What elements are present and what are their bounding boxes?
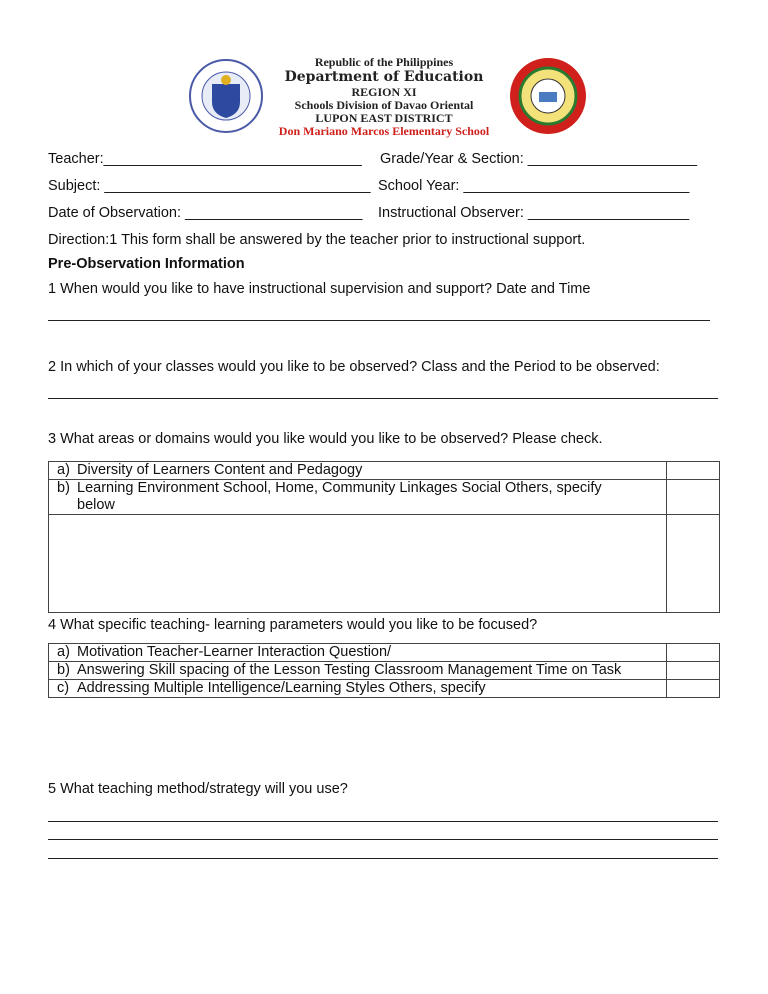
item-letter: b) bbox=[57, 480, 70, 496]
answer-line-5c[interactable] bbox=[48, 858, 718, 859]
question-2: 2 In which of your classes would you like to be observed? Class and the Period to be observed: bbox=[48, 359, 660, 375]
table-row bbox=[49, 680, 720, 698]
domains-table bbox=[48, 461, 720, 613]
header-school-name: Don Mariano Marcos Elementary School bbox=[278, 124, 490, 138]
item-text: Diversity of Learners Content and Pedagogy bbox=[77, 462, 363, 478]
subject-field[interactable]: Subject: _________________________________ bbox=[48, 178, 371, 194]
checkbox-cell[interactable] bbox=[667, 644, 720, 662]
checkbox-cell[interactable] bbox=[667, 462, 720, 480]
instructional-observer-field[interactable]: Instructional Observer: ____________________ bbox=[378, 205, 690, 221]
grade-section-field[interactable]: Grade/Year & Section: _____________________ bbox=[380, 151, 698, 167]
header-division: Schools Division of Davao Oriental bbox=[294, 98, 474, 112]
answer-line-2[interactable] bbox=[48, 398, 718, 399]
header-region: REGION XI bbox=[351, 85, 417, 99]
checkbox-cell[interactable] bbox=[667, 515, 720, 613]
item-text: Addressing Multiple Intelligence/Learning Styles Others, specify bbox=[77, 680, 486, 696]
teacher-field[interactable]: Teacher:________________________________ bbox=[48, 151, 362, 167]
item-letter: b) bbox=[57, 662, 70, 678]
question-1: 1 When would you like to have instructional supervision and support? Date and Time bbox=[48, 281, 591, 297]
table-row bbox=[49, 662, 720, 680]
specify-area[interactable] bbox=[49, 515, 667, 613]
checkbox-cell[interactable] bbox=[667, 662, 720, 680]
parameters-table bbox=[48, 643, 720, 698]
item-letter: c) bbox=[57, 680, 70, 696]
checkbox-cell[interactable] bbox=[667, 680, 720, 698]
item-letter: a) bbox=[57, 462, 70, 478]
item-text: Learning Environment School, Home, Community Linkages Social Others, specify below bbox=[77, 480, 602, 513]
header-republic: Republic of the Philippines bbox=[314, 55, 454, 69]
answer-line-5a[interactable] bbox=[48, 821, 718, 822]
item-text: Motivation Teacher-Learner Interaction Question/ bbox=[77, 644, 392, 660]
checkbox-cell[interactable] bbox=[667, 480, 720, 515]
item-letter: a) bbox=[57, 644, 70, 660]
header-district: LUPON EAST DISTRICT bbox=[315, 111, 453, 125]
table-row bbox=[49, 515, 720, 613]
table-row bbox=[49, 480, 720, 515]
observation-date-field[interactable]: Date of Observation: ______________________ bbox=[48, 205, 363, 221]
item-text: Answering Skill spacing of the Lesson Testing Classroom Management Time on Task bbox=[77, 662, 622, 678]
question-5: 5 What teaching method/strategy will you use? bbox=[48, 781, 348, 797]
answer-line-1[interactable] bbox=[48, 320, 710, 321]
section-title: Pre-Observation Information bbox=[48, 256, 245, 272]
table-row bbox=[49, 644, 720, 662]
table-row bbox=[49, 462, 720, 480]
question-4: 4 What specific teaching- learning parameters would you like to be focused? bbox=[48, 617, 538, 633]
school-year-field[interactable]: School Year: ____________________________ bbox=[378, 178, 690, 194]
answer-line-5b[interactable] bbox=[48, 839, 718, 840]
header-department: Department of Education bbox=[284, 69, 484, 85]
question-3: 3 What areas or domains would you like would you like to be observed? Please check. bbox=[48, 431, 603, 447]
direction-text: Direction:1 This form shall be answered by the teacher prior to instructional support. bbox=[48, 232, 586, 248]
